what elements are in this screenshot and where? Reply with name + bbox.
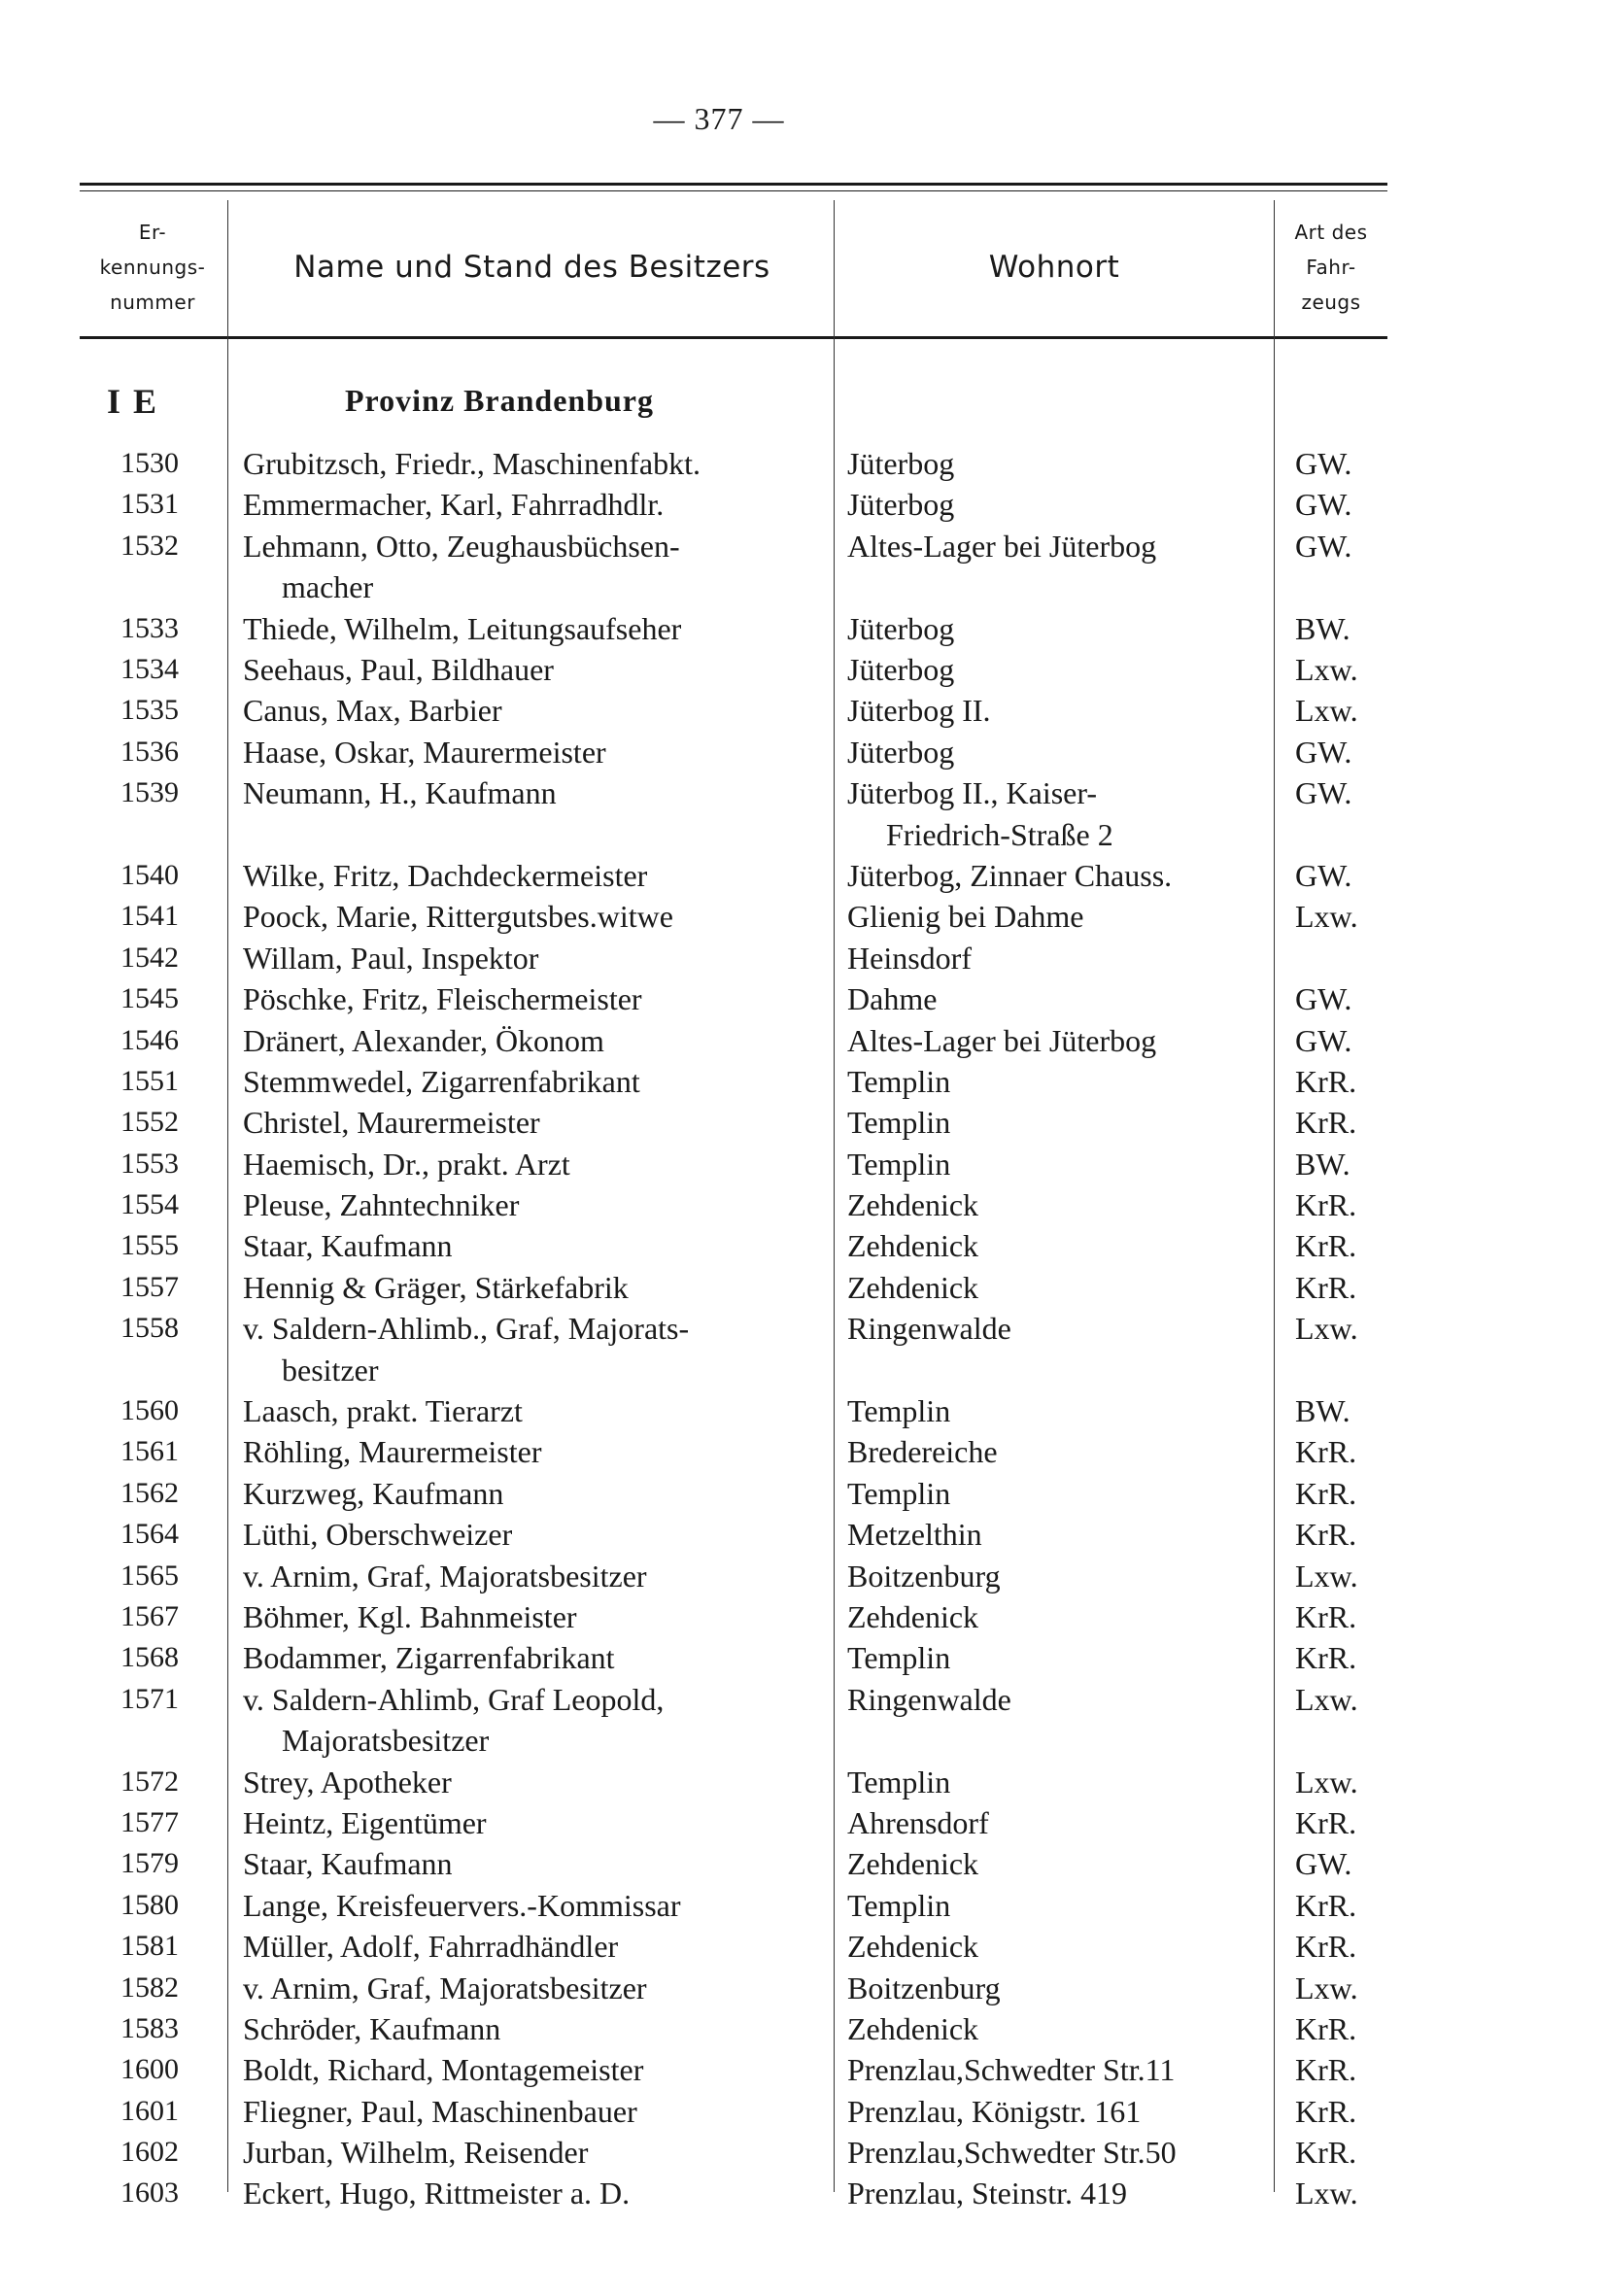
vehicle-type: KrR. — [1295, 1063, 1357, 1099]
owner-name: v. Arnim, Graf, Majoratsbesitzer — [243, 1970, 647, 2005]
table-row — [0, 1225, 1607, 1266]
residence: Zehdenick — [847, 1846, 979, 1882]
column-header-type-line2: Fahr- — [1306, 256, 1356, 279]
vehicle-type: KrR. — [1295, 1598, 1357, 1634]
vehicle-type: KrR. — [1295, 1887, 1357, 1923]
vehicle-type: GW. — [1295, 981, 1352, 1017]
entry-number: 1577 — [120, 1805, 179, 1838]
vehicle-type: KrR. — [1295, 1105, 1357, 1141]
owner-name: Haase, Oskar, Maurermeister — [243, 734, 606, 770]
entry-number: 1560 — [120, 1394, 179, 1427]
table-row — [0, 2091, 1607, 2132]
table-row — [0, 1308, 1607, 1390]
table-row — [0, 1679, 1607, 1762]
entry-number: 1531 — [120, 488, 179, 521]
vehicle-type: GW. — [1295, 1022, 1352, 1058]
vehicle-type: KrR. — [1295, 1804, 1357, 1840]
column-header-type-line1: Art des — [1294, 221, 1368, 244]
top-rule — [80, 183, 1387, 186]
owner-name: Müller, Adolf, Fahrradhändler — [243, 1929, 619, 1965]
entry-number: 1552 — [120, 1106, 179, 1139]
table-row — [0, 1802, 1607, 1843]
entry-number: 1561 — [120, 1435, 179, 1468]
residence: Zehdenick — [847, 1269, 979, 1305]
vehicle-type: GW. — [1295, 1846, 1352, 1882]
table-row — [0, 1061, 1607, 1102]
owner-name-continued: macher — [282, 569, 374, 605]
residence: Templin — [847, 1146, 951, 1182]
table-row — [0, 1514, 1607, 1555]
entry-number: 1572 — [120, 1765, 179, 1798]
residence: Altes-Lager bei Jüterbog — [847, 1022, 1157, 1058]
entry-number: 1571 — [120, 1682, 179, 1715]
column-header-number-line3: nummer — [110, 291, 195, 314]
owner-name: Pöschke, Fritz, Fleischermeister — [243, 981, 642, 1017]
page-number: — 377 — — [653, 101, 785, 136]
table-row — [0, 690, 1607, 731]
table-row — [0, 1596, 1607, 1637]
residence: Ringenwalde — [847, 1311, 1011, 1347]
vehicle-type: Lxw. — [1295, 1681, 1358, 1717]
entry-number: 1564 — [120, 1518, 179, 1551]
table-row — [0, 1020, 1607, 1061]
table-row — [0, 1473, 1607, 1514]
residence: Templin — [847, 1640, 951, 1676]
table-row — [0, 2173, 1607, 2213]
vehicle-type: Lxw. — [1295, 899, 1358, 935]
residence: Prenzlau, Steinstr. 419 — [847, 2176, 1127, 2211]
header-rule — [80, 336, 1387, 339]
vehicle-type: Lxw. — [1295, 2176, 1358, 2211]
table-row — [0, 1926, 1607, 1967]
vehicle-type: GW. — [1295, 487, 1352, 523]
owner-name: Schröder, Kaufmann — [243, 2010, 501, 2046]
owner-name: Fliegner, Paul, Maschinenbauer — [243, 2093, 637, 2129]
owner-name: Wilke, Fritz, Dachdeckermeister — [243, 857, 648, 893]
residence-continued: Friedrich-Straße 2 — [886, 816, 1113, 852]
entry-number: 1534 — [120, 652, 179, 685]
owner-name: Seehaus, Paul, Bildhauer — [243, 651, 554, 687]
residence: Templin — [847, 1764, 951, 1799]
entry-number: 1602 — [120, 2136, 179, 2169]
table-row — [0, 649, 1607, 690]
vehicle-type: Lxw. — [1295, 651, 1358, 687]
residence: Jüterbog II., Kaiser- — [847, 775, 1098, 811]
owner-name-continued: Majoratsbesitzer — [282, 1723, 490, 1759]
table-row — [0, 443, 1607, 484]
owner-name: Laasch, prakt. Tierarzt — [243, 1393, 523, 1429]
owner-name: Haemisch, Dr., prakt. Arzt — [243, 1146, 570, 1182]
residence: Zehdenick — [847, 1187, 979, 1223]
entry-number: 1536 — [120, 735, 179, 768]
owner-name: Böhmer, Kgl. Bahnmeister — [243, 1598, 577, 1634]
owner-name: Röhling, Maurermeister — [243, 1434, 542, 1470]
table-row — [0, 2008, 1607, 2049]
owner-name: Eckert, Hugo, Rittmeister a. D. — [243, 2176, 631, 2211]
residence: Zehdenick — [847, 1929, 979, 1965]
owner-name: Emmermacher, Karl, Fahrradhdlr. — [243, 487, 665, 523]
entry-number: 1600 — [120, 2053, 179, 2086]
owner-name: Boldt, Richard, Montagemeister — [243, 2052, 644, 2088]
column-header-vehicle-type — [1275, 206, 1387, 328]
residence: Prenzlau,Schwedter Str.50 — [847, 2135, 1177, 2171]
vehicle-type: GW. — [1295, 775, 1352, 811]
table-row — [0, 1431, 1607, 1472]
owner-name: Hennig & Gräger, Stärkefabrik — [243, 1269, 629, 1305]
entry-number: 1603 — [120, 2176, 179, 2210]
owner-name: Neumann, H., Kaufmann — [243, 775, 557, 811]
owner-name: Lehmann, Otto, Zeughausbüchsen- — [243, 528, 680, 564]
top-rule-thin — [80, 190, 1387, 191]
entry-number: 1551 — [120, 1064, 179, 1097]
vehicle-type: GW. — [1295, 446, 1352, 481]
table-row — [0, 608, 1607, 649]
table-row — [0, 1968, 1607, 2008]
table-row — [0, 732, 1607, 772]
table-row — [0, 772, 1607, 855]
residence: Templin — [847, 1887, 951, 1923]
residence: Zehdenick — [847, 1228, 979, 1264]
vehicle-type: Lxw. — [1295, 693, 1358, 729]
column-header-number-line1: Er- — [138, 221, 167, 244]
owner-name: v. Saldern-Ahlimb., Graf, Majorats- — [243, 1311, 690, 1347]
residence: Templin — [847, 1063, 951, 1099]
owner-name: Bodammer, Zigarrenfabrikant — [243, 1640, 615, 1676]
residence: Metzelthin — [847, 1517, 982, 1553]
vehicle-type: KrR. — [1295, 1640, 1357, 1676]
entry-number: 1532 — [120, 529, 179, 562]
residence: Bredereiche — [847, 1434, 998, 1470]
entry-number: 1539 — [120, 776, 179, 809]
vehicle-type: KrR. — [1295, 1475, 1357, 1511]
owner-name: Grubitzsch, Friedr., Maschinenfabkt. — [243, 446, 701, 481]
owner-name: Staar, Kaufmann — [243, 1228, 453, 1264]
residence: Dahme — [847, 981, 938, 1017]
owner-name: Christel, Maurermeister — [243, 1105, 540, 1141]
vehicle-type: KrR. — [1295, 1929, 1357, 1965]
owner-name: Thiede, Wilhelm, Leitungsaufseher — [243, 610, 682, 646]
entry-number: 1565 — [120, 1559, 179, 1592]
residence: Boitzenburg — [847, 1970, 1001, 2005]
entry-number: 1581 — [120, 1930, 179, 1963]
owner-name: v. Saldern-Ahlimb, Graf Leopold, — [243, 1681, 665, 1717]
owner-name: Pleuse, Zahntechniker — [243, 1187, 520, 1223]
residence: Templin — [847, 1475, 951, 1511]
vehicle-type: BW. — [1295, 1146, 1351, 1182]
table-row — [0, 1267, 1607, 1308]
entry-number: 1557 — [120, 1270, 179, 1303]
table-row — [0, 896, 1607, 937]
table-row — [0, 2049, 1607, 2090]
vehicle-type: KrR. — [1295, 2135, 1357, 2171]
entry-number: 1546 — [120, 1023, 179, 1056]
residence: Zehdenick — [847, 2010, 979, 2046]
entry-number: 1545 — [120, 982, 179, 1015]
entry-number: 1582 — [120, 1970, 179, 2004]
table-row — [0, 938, 1607, 978]
vehicle-type: Lxw. — [1295, 1311, 1358, 1347]
residence: Prenzlau,Schwedter Str.11 — [847, 2052, 1176, 2088]
residence: Templin — [847, 1393, 951, 1429]
owner-name: Stemmwedel, Zigarrenfabrikant — [243, 1063, 640, 1099]
residence: Heinsdorf — [847, 940, 972, 976]
vehicle-type: KrR. — [1295, 1228, 1357, 1264]
vehicle-type: KrR. — [1295, 1434, 1357, 1470]
residence: Templin — [847, 1105, 951, 1141]
residence: Ringenwalde — [847, 1681, 1011, 1717]
entry-number: 1553 — [120, 1147, 179, 1180]
vehicle-type: KrR. — [1295, 2052, 1357, 2088]
vehicle-type: KrR. — [1295, 2093, 1357, 2129]
table-row — [0, 1762, 1607, 1802]
owner-name: Willam, Paul, Inspektor — [243, 940, 539, 976]
owner-name-continued: besitzer — [282, 1352, 379, 1388]
owner-name: Kurzweg, Kaufmann — [243, 1475, 504, 1511]
owner-name: Jurban, Wilhelm, Reisender — [243, 2135, 589, 2171]
residence: Ahrensdorf — [847, 1804, 989, 1840]
owner-name: Poock, Marie, Rittergutsbes.witwe — [243, 899, 673, 935]
vehicle-type: Lxw. — [1295, 1558, 1358, 1593]
entry-number: 1540 — [120, 858, 179, 891]
vehicle-type: GW. — [1295, 734, 1352, 770]
vehicle-type: GW. — [1295, 857, 1352, 893]
section-code: I E — [107, 382, 159, 421]
vehicle-type: Lxw. — [1295, 1970, 1358, 2005]
residence: Jüterbog II. — [847, 693, 991, 729]
owner-name: v. Arnim, Graf, Majoratsbesitzer — [243, 1558, 647, 1593]
residence: Jüterbog — [847, 446, 955, 481]
residence: Jüterbog, Zinnaer Chauss. — [847, 857, 1173, 893]
entry-number: 1541 — [120, 900, 179, 933]
table-row — [0, 2132, 1607, 2173]
table-row — [0, 1637, 1607, 1678]
vehicle-type: GW. — [1295, 528, 1352, 564]
residence: Zehdenick — [847, 1598, 979, 1634]
residence: Altes-Lager bei Jüterbog — [847, 528, 1157, 564]
residence: Glienig bei Dahme — [847, 899, 1084, 935]
vehicle-type: Lxw. — [1295, 1764, 1358, 1799]
entry-number: 1583 — [120, 2011, 179, 2044]
owner-name: Heintz, Eigentümer — [243, 1804, 487, 1840]
entry-number: 1535 — [120, 694, 179, 727]
register-table — [0, 443, 1607, 2214]
residence: Jüterbog — [847, 734, 955, 770]
owner-name: Lange, Kreisfeuervers.-Kommissar — [243, 1887, 681, 1923]
vehicle-type: KrR. — [1295, 1517, 1357, 1553]
entry-number: 1579 — [120, 1847, 179, 1880]
table-row — [0, 1843, 1607, 1884]
entry-number: 1558 — [120, 1312, 179, 1345]
vehicle-type: KrR. — [1295, 1269, 1357, 1305]
column-header-type-line3: zeugs — [1301, 291, 1361, 314]
table-row — [0, 526, 1607, 608]
table-row — [0, 1184, 1607, 1225]
entry-number: 1542 — [120, 941, 179, 974]
residence: Jüterbog — [847, 610, 955, 646]
residence: Prenzlau, Königstr. 161 — [847, 2093, 1142, 2129]
entry-number: 1533 — [120, 611, 179, 644]
table-row — [0, 1102, 1607, 1143]
entry-number: 1567 — [120, 1599, 179, 1632]
owner-name: Lüthi, Oberschweizer — [243, 1517, 513, 1553]
table-row — [0, 855, 1607, 896]
column-header-number-line2: kennungs- — [99, 256, 206, 279]
table-row — [0, 484, 1607, 525]
owner-name: Dränert, Alexander, Ökonom — [243, 1022, 604, 1058]
entry-number: 1580 — [120, 1888, 179, 1921]
entry-number: 1554 — [120, 1188, 179, 1221]
column-header-number — [80, 206, 225, 328]
entry-number: 1601 — [120, 2094, 179, 2127]
table-row — [0, 1885, 1607, 1926]
column-header-residence: Wohnort — [988, 250, 1120, 285]
table-row — [0, 978, 1607, 1019]
vehicle-type: KrR. — [1295, 1187, 1357, 1223]
column-header-name: Name und Stand des Besitzers — [293, 250, 770, 285]
section-title: Provinz Brandenburg — [345, 383, 654, 418]
entry-number: 1555 — [120, 1229, 179, 1262]
residence: Boitzenburg — [847, 1558, 1001, 1593]
table-row — [0, 1144, 1607, 1184]
vehicle-type: BW. — [1295, 610, 1351, 646]
entry-number: 1568 — [120, 1641, 179, 1674]
table-row — [0, 1556, 1607, 1596]
owner-name: Canus, Max, Barbier — [243, 693, 502, 729]
owner-name: Staar, Kaufmann — [243, 1846, 453, 1882]
vehicle-type: BW. — [1295, 1393, 1351, 1429]
entry-number: 1530 — [120, 447, 179, 479]
residence: Jüterbog — [847, 651, 955, 687]
table-row — [0, 1390, 1607, 1431]
owner-name: Strey, Apotheker — [243, 1764, 452, 1799]
residence: Jüterbog — [847, 487, 955, 523]
entry-number: 1562 — [120, 1476, 179, 1509]
vehicle-type: KrR. — [1295, 2010, 1357, 2046]
